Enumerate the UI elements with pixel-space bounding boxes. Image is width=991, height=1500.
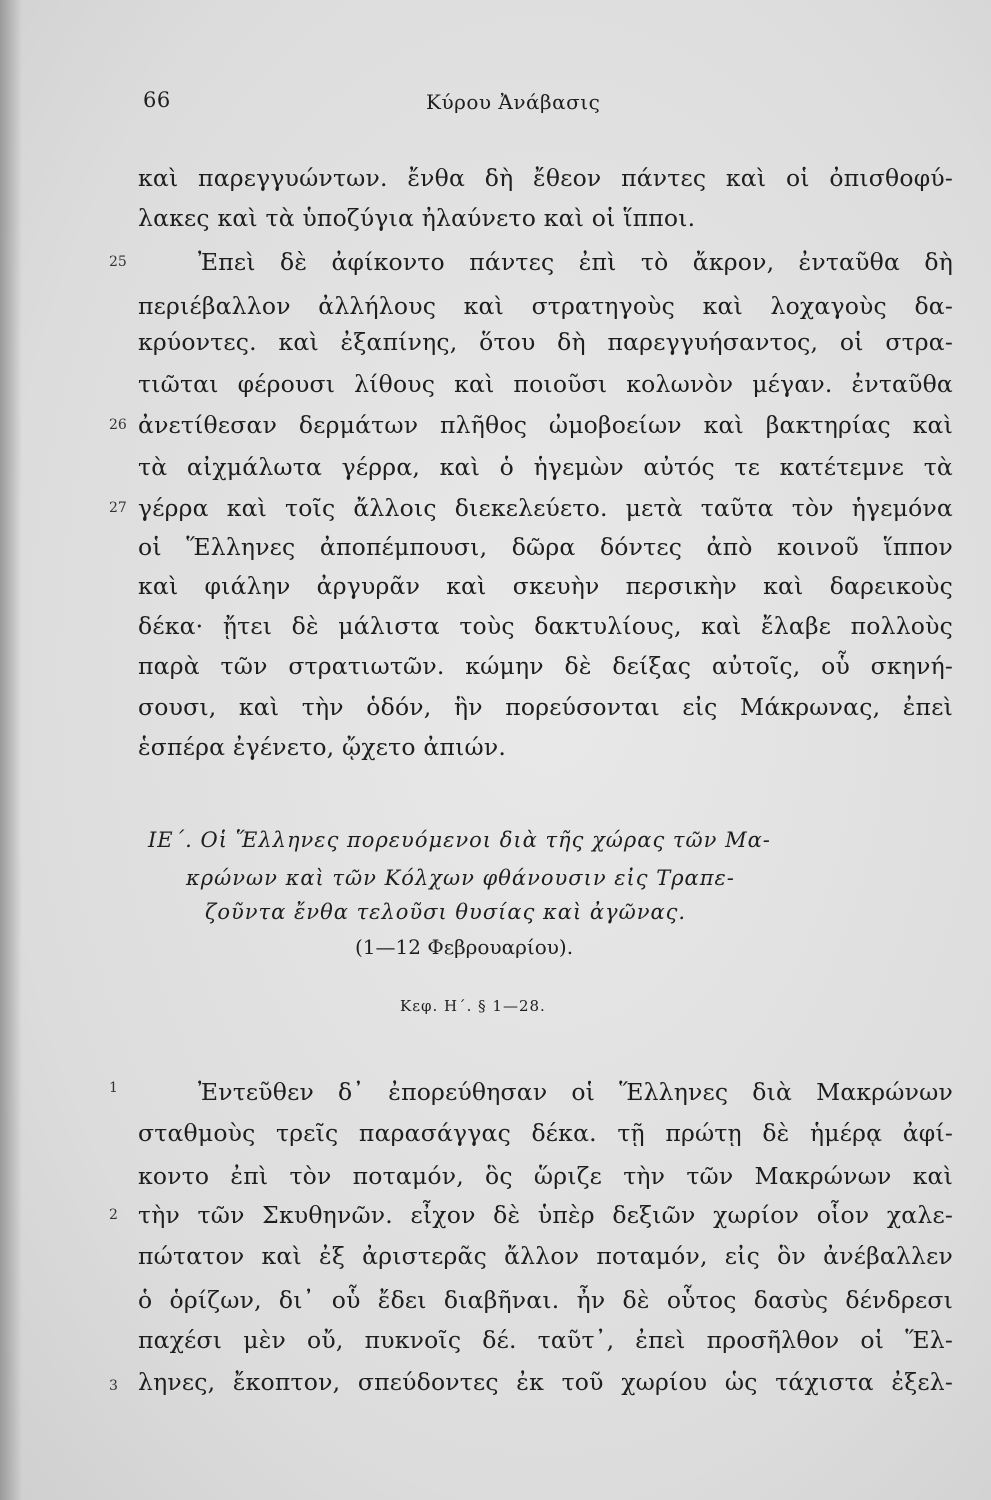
text-line: πώτατον καὶ ἐξ ἀριστερᾶς ἄλλον ποταμόν, εἰς ὃν ἀνέβαλλεν [138,1242,953,1270]
chapter-reference: Κεφ. Η΄. § 1—28. [400,997,546,1015]
text-line: οἱ Ἕλληνες ἀποπέμπουσι, δῶρα δόντες ἀπὸ κοινοῦ ἵππον [138,533,953,561]
text-line: περιέβαλλον ἀλλήλους καὶ στρατηγοὺς καὶ λοχαγοὺς δα- [138,292,953,320]
section-dates: (1—12 Φεβρουαρίου). [355,935,574,959]
text-line: τὰ αἰχμάλωτα γέρρα, καὶ ὁ ἡγεμὼν αὐτός τε κατέτεμνε τὰ [138,453,953,481]
text-line: καὶ παρεγγυώντων. ἔνθα δὴ ἔθεον πάντες καὶ οἱ ὀπισθοφύ- [138,164,953,192]
page-header [0,88,991,118]
text-line: καὶ φιάλην ἀργυρᾶν καὶ σκευὴν περσικὴν καὶ δαρεικοὺς [138,572,953,600]
page-edge-shadow [0,0,22,1500]
text-line: σουσι, καὶ τὴν ὁδόν, ἣν πορεύσονται εἰς Μάκρωνας, ἐπεὶ [138,693,953,721]
section-heading-line: ΙΕ΄. Οἱ Ἕλληνες πορευόμενοι διὰ τῆς χώρας τῶν Μα- [148,828,771,852]
margin-line-number: 27 [109,500,127,516]
page-number: 66 [143,88,171,112]
margin-line-number: 1 [109,1080,118,1096]
text-line: γέρρα καὶ τοῖς ἄλλοις διεκελεύετο. μετὰ ταῦτα τὸν ἡγεμόνα [138,494,953,522]
text-line: κρύοντες. καὶ ἐξαπίνης, ὅτου δὴ παρεγγυήσαντος, οἱ στρα- [138,328,953,356]
text-line: τιῶται φέρουσι λίθους καὶ ποιοῦσι κολωνὸν μέγαν. ἐνταῦθα [138,370,953,398]
text-line: παρὰ τῶν στρατιωτῶν. κώμην δὲ δείξας αὐτοῖς, οὗ σκηνή- [138,652,953,680]
text-line: ληνες, ἔκοπτον, σπεύδοντες ἐκ τοῦ χωρίου ὡς τάχιστα ἐξελ- [138,1368,953,1396]
text-line: ἀνετίθεσαν δερμάτων πλῆθος ὠμοβοείων καὶ βακτηρίας καὶ [138,411,953,439]
margin-line-number: 25 [109,254,127,270]
text-line: λακες καὶ τὰ ὑποζύγια ἠλαύνετο καὶ οἱ ἵπποι. [138,204,696,232]
section-heading-line: κρώνων καὶ τῶν Κόλχων φθάνουσιν εἰς Τραπε- [186,866,735,890]
text-line: σταθμοὺς τρεῖς παρασάγγας δέκα. τῇ πρώτῃ δὲ ἡμέρᾳ ἀφί- [138,1119,953,1147]
margin-line-number: 3 [109,1378,118,1394]
text-line: Ἐπεὶ δὲ ἀφίκοντο πάντες ἐπὶ τὸ ἄκρον, ἐνταῦθα δὴ [198,248,953,276]
margin-line-number: 26 [109,417,127,433]
text-line: Ἐντεῦθεν δ᾽ ἐπορεύθησαν οἱ Ἕλληνες διὰ Μακρώνων [198,1078,953,1106]
text-line: δέκα· ᾔτει δὲ μάλιστα τοὺς δακτυλίους, καὶ ἔλαβε πολλοὺς [138,612,953,640]
margin-line-number: 2 [109,1207,118,1223]
text-line: ἑσπέρα ἐγένετο, ᾤχετο ἀπιών. [138,733,507,761]
running-title: Κύρου Ἀνάβασις [426,90,601,114]
section-heading-line: ζοῦντα ἔνθα τελοῦσι θυσίας καὶ ἀγῶνας. [205,900,687,924]
text-line: τὴν τῶν Σκυθηνῶν. εἶχον δὲ ὑπὲρ δεξιῶν χωρίον οἷον χαλε- [138,1201,953,1229]
text-line: παχέσι μὲν οὔ, πυκνοῖς δέ. ταῦτ᾽, ἐπεὶ προσῆλθον οἱ Ἕλ- [138,1326,953,1354]
text-line: ὁ ὁρίζων, δι᾽ οὗ ἔδει διαβῆναι. ἦν δὲ οὗτος δασὺς δένδρεσι [138,1286,953,1314]
text-line: κοντο ἐπὶ τὸν ποταμόν, ὃς ὥριζε τὴν τῶν Μακρώνων καὶ [138,1162,953,1190]
